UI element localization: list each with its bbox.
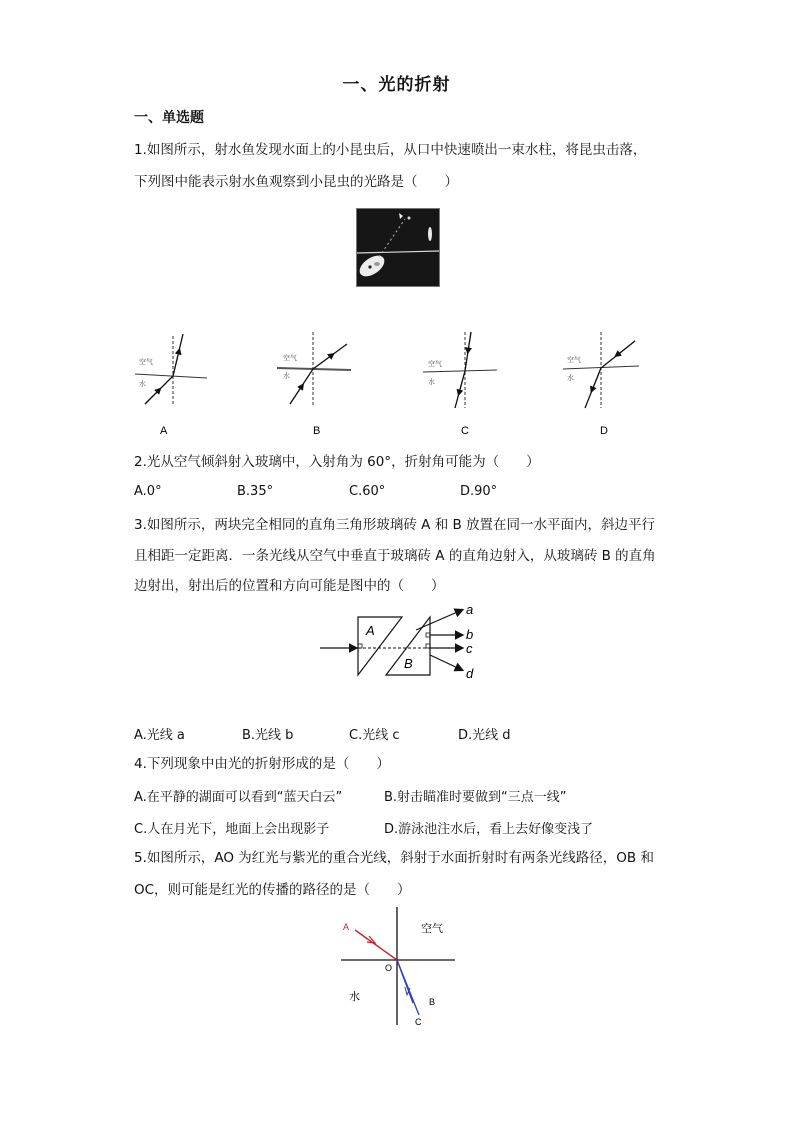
- q2-option-b[interactable]: B.35°: [237, 484, 274, 499]
- svg-text:空气: 空气: [283, 355, 297, 362]
- ray-a-label: a: [466, 602, 474, 617]
- option-d-diagram: [563, 332, 639, 408]
- q3-line-3: 边射出，射出后的位置和方向可能是图中的（ ）: [134, 578, 445, 594]
- q1-line-1: 1.如图所示，射水鱼发现水面上的小昆虫后，从口中快速喷出一束水柱，将昆虫击落，: [134, 142, 647, 158]
- q3-prism-diagram: [316, 600, 486, 690]
- water-label: 水: [349, 991, 360, 1003]
- option-c-diagram: [423, 332, 497, 408]
- q3-line-1: 3.如图所示，两块完全相同的直角三角形玻璃砖 A 和 B 放置在同一水平面内，斜边平行: [134, 517, 656, 533]
- q4-option-a[interactable]: A.在平静的湖面可以看到“蓝天白云”: [134, 790, 343, 805]
- svg-text:空气: 空气: [567, 357, 581, 364]
- ray-b-label: b: [466, 627, 474, 642]
- point-o-label: O: [385, 963, 393, 973]
- svg-text:水: 水: [428, 379, 435, 386]
- archerfish-photo: [356, 208, 440, 287]
- glass-a-label: A: [366, 623, 375, 638]
- point-a-label: A: [343, 922, 350, 932]
- q3-option-a[interactable]: A.光线 a: [134, 728, 185, 743]
- option-d-label: D: [600, 425, 608, 437]
- q4-option-c[interactable]: C.人在月光下，地面上会出现影子: [134, 822, 330, 837]
- q1-line-2: 下列图中能表示射水鱼观察到小昆虫的光路是（ ）: [134, 174, 458, 190]
- page-title: 一、光的折射: [342, 75, 451, 95]
- q5-line-2: OC，则可能是红光的传播的路径的是（ ）: [134, 882, 411, 898]
- ray-d-label: d: [466, 666, 474, 681]
- svg-text:空气: 空气: [139, 359, 153, 366]
- q5-line-1: 5.如图所示，AO 为红光与紫光的重合光线，斜射于水面折射时有两条光线路径，OB 和: [134, 850, 654, 866]
- ray-oc-label: C: [415, 1017, 422, 1027]
- option-b-label: B: [313, 425, 321, 437]
- q2-option-d[interactable]: D.90°: [460, 484, 498, 499]
- air-label: 空气: [421, 923, 443, 935]
- ray-c-label: c: [466, 641, 473, 656]
- q2-stem: 2.光从空气倾斜射入玻璃中，入射角为 60°，折射角可能为（ ）: [134, 454, 540, 470]
- q4-option-d[interactable]: D.游泳池注水后，看上去好像变浅了: [384, 822, 594, 837]
- q4-stem: 4.下列现象中由光的折射形成的是（ ）: [134, 756, 390, 772]
- svg-text:水: 水: [567, 375, 574, 382]
- svg-text:空气: 空气: [428, 361, 442, 368]
- q3-line-2: 且相距一定距离．一条光线从空气中垂直于玻璃砖 A 的直角边射入，从玻璃砖 B 的直角: [134, 548, 656, 564]
- option-b-diagram: [277, 332, 351, 406]
- option-a-label: A: [160, 425, 168, 437]
- q3-option-b[interactable]: B.光线 b: [242, 728, 294, 743]
- section-heading: 一、单选题: [134, 110, 204, 126]
- q2-option-c[interactable]: C.60°: [349, 484, 386, 499]
- ray-ob-label: B: [429, 997, 436, 1007]
- svg-text:水: 水: [139, 381, 146, 388]
- option-c-label: C: [461, 425, 469, 437]
- glass-b-label: B: [404, 656, 413, 671]
- q5-refraction-diagram: [335, 905, 465, 1030]
- q3-option-d[interactable]: D.光线 d: [458, 728, 511, 743]
- archerfish-photo-drawing: [357, 209, 439, 286]
- option-a-diagram: [135, 334, 207, 406]
- q3-option-c[interactable]: C.光线 c: [349, 728, 400, 743]
- q1-options-figures: [125, 326, 685, 441]
- q2-option-a[interactable]: A.0°: [134, 484, 162, 499]
- svg-text:水: 水: [283, 373, 290, 380]
- q4-option-b[interactable]: B.射击瞄准时要做到“三点一线”: [384, 790, 567, 805]
